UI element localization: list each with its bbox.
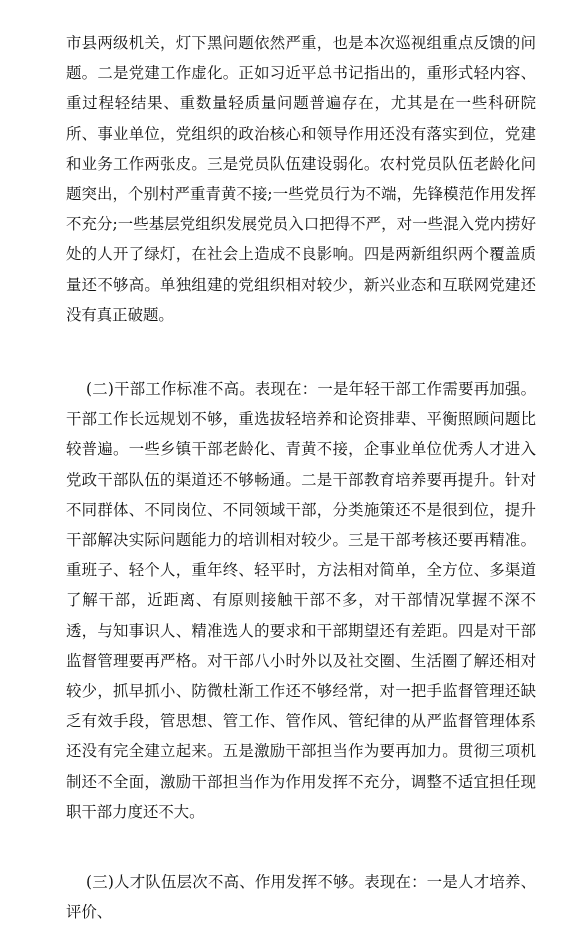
paragraph-spacer [66, 827, 536, 867]
paragraph-cadre-work: (二)干部工作标准不高。表现在：一是年轻干部工作需要再加强。干部工作长远规划不够，重选拔轻培养和论资排辈、平衡照顾问题比较普遍。一些乡镇干部老龄化、青黄不接，企事业单位优秀人才进入党政干部队伍的渠道还不够畅通。二是干部教育培养要再提升。针对不同群体、不同岗位、不同领域干部，分类施策还不是很到位，提升干部解决实际问题能力的培训相对较少。三是干部考核还要再精准。重班子、轻个人，重年终、轻平时，方法相对简单，全方位、多渠道了解干部，近距离、有原则接触干部不多，对干部情况掌握不深不透，与知事识人、精准选人的要求和干部期望还有差距。四是对干部监督管理要再严格。对干部八小时外以及社交圈、生活圈了解还相对较少，抓早抓小、防微杜渐工作还不够经常，对一把手监督管理还缺乏有效手段，管思想、管工作、管作风、管纪律的从严监督管理体系还没有完全建立起来。五是激励干部担当作为要再加力。贯彻三项机制还不全面，激励干部担当作为作用发挥不充分，调整不适宜担任现职干部力度还不大。 [66, 380, 536, 821]
paragraph-spacer [66, 330, 536, 374]
paragraph-talent-team: (三)人才队伍层次不高、作用发挥不够。表现在：一是人才培养、评价、 [66, 873, 536, 922]
paragraph-party-building: 市县两级机关，灯下黑问题依然严重，也是本次巡视组重点反馈的问题。二是党建工作虚化。正如习近平总书记指出的，重形式轻内容、重过程轻结果、重数量轻质量问题普遍存在，尤其是在一些科研院所、事业单位，党组织的政治核心和领导作用还没有落实到位，党建和业务工作两张皮。三是党员队伍建设弱化。农村党员队伍老龄化问题突出，个别村严重青黄不接;一些党员行为不端，先锋模范作用发挥不充分;一些基层党组织发展党员入口把得不严，对一些混入党内捞好处的人开了绿灯，在社会上造成不良影响。四是两新组织两个覆盖质量还不够高。单独组建的党组织相对较少，新兴业态和互联网党建还没有真正破题。 [66, 34, 536, 324]
document-page [66, 28, 536, 927]
